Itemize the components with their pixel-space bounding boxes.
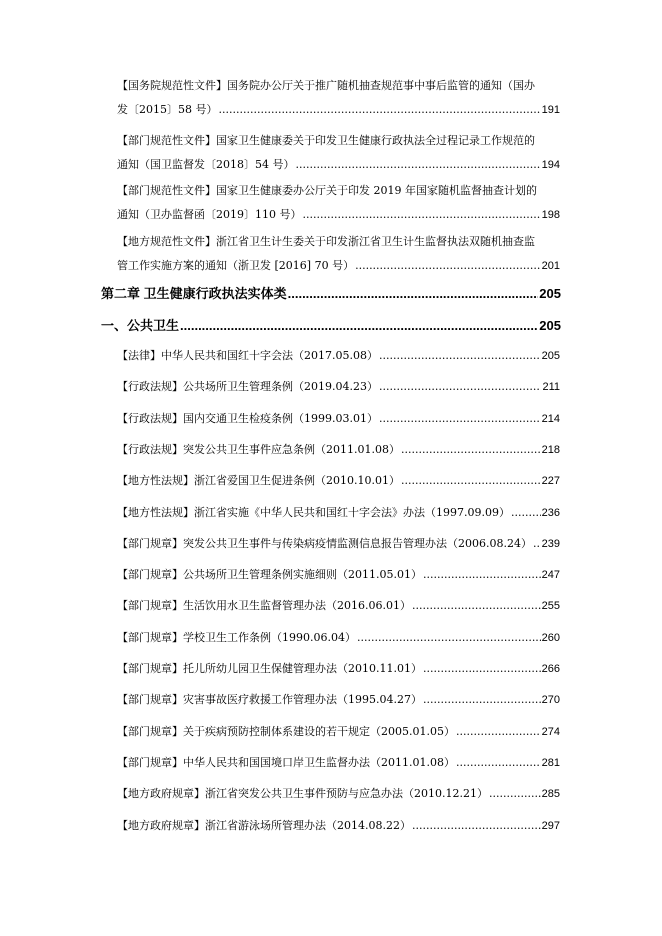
toc-entry-text: 管工作实施方案的通知（浙卫发 [2016] 70 号）: [117, 259, 355, 272]
toc-entry-text: 【法律】中华人民共和国红十字会法（2017.05.08）: [117, 349, 378, 362]
toc-entry[interactable]: [117, 501, 560, 525]
page-number: 270: [541, 694, 560, 706]
toc-entry-text: 【国务院规范性文件】国务院办公厅关于推广随机抽查规范事中事后监管的通知（国办: [117, 79, 535, 92]
dot-leader: [288, 284, 539, 304]
page-number: 198: [541, 209, 560, 221]
toc-entry[interactable]: [117, 532, 560, 556]
toc-entry-text: 【地方性法规】浙江省实施《中华人民共和国红十字会法》办法（1997.09.09）: [117, 506, 510, 519]
dot-leader: [456, 720, 541, 744]
chapter-title: 第二章 卫生健康行政执法实体类: [101, 286, 287, 301]
toc-entry-text: 发〔2015〕58 号）: [117, 103, 218, 116]
page-number: 201: [541, 260, 560, 272]
toc-entry[interactable]: [117, 814, 560, 838]
page-number: 281: [541, 757, 560, 769]
toc-entry[interactable]: [117, 407, 560, 431]
dot-leader: [357, 626, 541, 650]
dot-leader: [412, 594, 541, 618]
page-number: 211: [542, 381, 560, 393]
page-number: 266: [541, 663, 560, 675]
toc-entry[interactable]: [117, 751, 560, 775]
toc-entry-text: 【部门规章】学校卫生工作条例（1990.06.04）: [117, 631, 356, 644]
page-number: 285: [541, 788, 560, 800]
toc-entry-text: 【部门规章】托儿所幼儿园卫生保健管理办法（2010.11.01）: [117, 662, 422, 675]
toc-entry[interactable]: [117, 594, 560, 618]
toc-entry[interactable]: [117, 129, 560, 177]
toc-entry-text: 【部门规章】灾害事故医疗救援工作管理办法（1995.04.27）: [117, 693, 422, 706]
toc-entry-text: 【部门规范性文件】国家卫生健康委办公厅关于印发 2019 年国家随机监督抽查计划的: [117, 184, 537, 197]
page-number: 236: [541, 507, 560, 519]
dot-leader: [379, 344, 541, 368]
toc-entry[interactable]: [117, 657, 560, 681]
dot-leader: [355, 254, 541, 278]
toc-entry-text: 【地方规范性文件】浙江省卫生计生委关于印发浙江省卫生计生监督执法双随机抽查监: [117, 235, 535, 248]
page-number: 205: [539, 318, 561, 333]
dot-leader: [180, 316, 538, 336]
dot-leader: [401, 438, 541, 462]
dot-leader: [379, 407, 541, 431]
dot-leader: [412, 814, 541, 838]
dot-leader: [489, 782, 541, 806]
toc-entry[interactable]: [117, 344, 560, 368]
toc-entry-text: 【行政法规】公共场所卫生管理条例（2019.04.23）: [117, 380, 378, 393]
toc-entry[interactable]: [117, 375, 560, 399]
toc-entry-text: 通知（卫办监督函〔2019〕110 号）: [117, 208, 302, 221]
toc-entry-text: 【部门规章】突发公共卫生事件与传染病疫情监测信息报告管理办法（2006.08.24）: [117, 537, 532, 550]
toc-entry-text: 【部门规章】生活饮用水卫生监督管理办法（2016.06.01）: [117, 599, 411, 612]
dot-leader: [379, 375, 541, 399]
page-number: 227: [541, 475, 560, 487]
toc-entry[interactable]: [117, 438, 560, 462]
toc-entry-text: 【地方性法规】浙江省爱国卫生促进条例（2010.10.01）: [117, 474, 400, 487]
toc-entry-text: 【行政法规】国内交通卫生检疫条例（1999.03.01）: [117, 412, 378, 425]
toc-entry-text: 【部门规章】关于疾病预防控制体系建设的若干规定（2005.01.05）: [117, 725, 455, 738]
dot-leader: [296, 153, 541, 177]
toc-entry[interactable]: [117, 563, 560, 587]
page-number: 205: [539, 286, 561, 301]
dot-leader: [219, 98, 541, 122]
page-number: 297: [541, 820, 560, 832]
page-number: 260: [541, 632, 560, 644]
page-number: 214: [541, 413, 560, 425]
chapter-heading[interactable]: [101, 284, 561, 304]
toc-entry-text: 通知（国卫监督发〔2018〕54 号）: [117, 158, 295, 171]
dot-leader: [423, 688, 541, 712]
dot-leader: [423, 657, 541, 681]
toc-entry[interactable]: [117, 720, 560, 744]
toc-entry[interactable]: [117, 230, 560, 278]
toc-entry-text: 【部门规范性文件】国家卫生健康委关于印发卫生健康行政执法全过程记录工作规范的: [117, 134, 535, 147]
dot-leader: [423, 563, 541, 587]
toc-entry[interactable]: [117, 626, 560, 650]
page-number: 194: [541, 159, 560, 171]
page-number: 218: [541, 444, 560, 456]
page-number: 205: [541, 350, 560, 362]
toc-entry-text: 【部门规章】中华人民共和国国境口岸卫生监督办法（2011.01.08）: [117, 756, 455, 769]
page-number: 191: [541, 104, 560, 116]
toc-entry[interactable]: [117, 469, 560, 493]
toc-entry[interactable]: [117, 179, 560, 227]
toc-entry-text: 【地方政府规章】浙江省游泳场所管理办法（2014.08.22）: [117, 819, 411, 832]
page-number: 274: [541, 726, 560, 738]
dot-leader: [401, 469, 541, 493]
toc-entry-text: 【地方政府规章】浙江省突发公共卫生事件预防与应急办法（2010.12.21）: [117, 787, 488, 800]
dot-leader: [303, 203, 541, 227]
page-number: 239: [541, 538, 560, 550]
toc-entry[interactable]: [117, 688, 560, 712]
toc-entry-text: 【行政法规】突发公共卫生事件应急条例（2011.01.08）: [117, 443, 400, 456]
toc-entry[interactable]: [117, 782, 560, 806]
toc-entry-text: 【部门规章】公共场所卫生管理条例实施细则（2011.05.01）: [117, 568, 422, 581]
dot-leader: [456, 751, 541, 775]
dot-leader: [533, 532, 541, 556]
page-number: 247: [541, 569, 560, 581]
toc-entry[interactable]: [117, 74, 560, 122]
section-title: 一、公共卫生: [101, 318, 180, 333]
page-number: 255: [541, 600, 560, 612]
section-heading[interactable]: [101, 316, 561, 336]
dot-leader: [511, 501, 541, 525]
